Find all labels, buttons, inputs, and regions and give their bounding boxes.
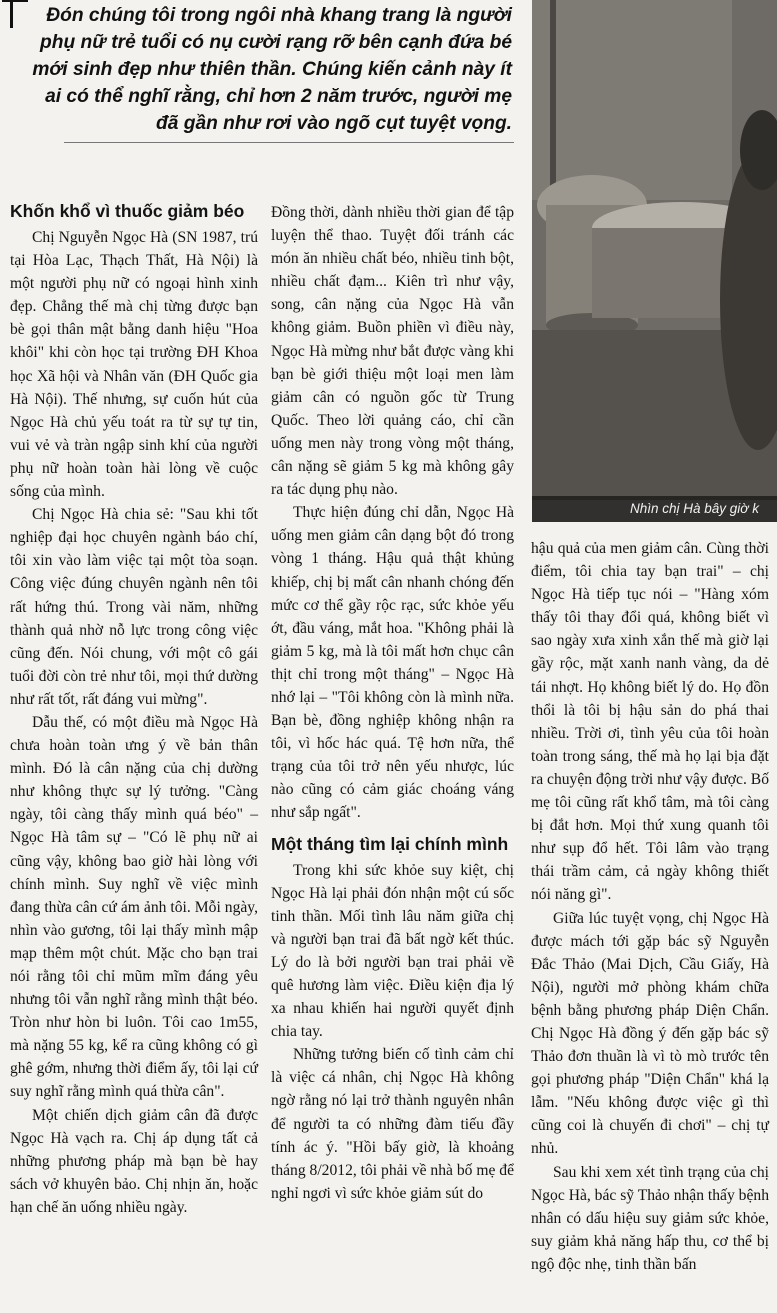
paragraph: Đồng thời, dành nhiều thời gian để tập luyện thể thao. Tuyệt đối tránh các món ăn nhiều chất béo, nhiều tinh bột, nhiều chất đạm... Kiên trì như vậy, song, cân nặng của Ngọc Hà vẫn không giảm. Buồn phiền vì điều này, Ngọc Hà mừng như bắt được vàng khi bạn bè giới thiệu một loại men làm giảm cân có nguồn gốc từ Trung Quốc. Theo lời quảng cáo, chỉ cần uống men này trong vòng một tháng, cân nặng sẽ giảm 5 kg mà không gây ra tác dụng phụ nào.	[271, 204, 514, 499]
paragraph: Những tưởng biến cố tình cảm chỉ là việc cá nhân, chị Ngọc Hà không ngờ rằng nó lại trở thành nguyên nhân để người ta có những đàm tiếu đầy tính ác ý. "Hồi bấy giờ, là khoảng tháng 8/2012, tôi phải về nhà bố mẹ để nghỉ ngơi vì sức khỏe giảm sút do	[271, 1046, 514, 1202]
article-column-3	[531, 537, 769, 1276]
paragraph: Giữa lúc tuyệt vọng, chị Ngọc Hà được mách tới gặp bác sỹ Nguyễn Đắc Thảo (Mai Dịch, Cầu Giấy, Hà Nội), người mở phòng khám chữa bệnh bằng phương pháp Diện Chẩn. Chị Ngọc Hà đồng ý đến gặp bác sỹ Thảo đơn thuần là vì tò mò trước tên gọi phương pháp "Diện Chẩn" khá lạ lẫm. "Nếu không được việc gì thì cũng coi là chuyến đi chơi" – chị tự nhủ.	[531, 909, 769, 1158]
paragraph: Một chiến dịch giảm cân đã được Ngọc Hà vạch ra. Chị áp dụng tất cả những phương pháp mà bạn bè hay sách vở khuyên bảo. Chị nhịn ăn, hoặc hạn chế ăn uống nhiều ngày.	[10, 1106, 258, 1216]
paragraph: Trong khi sức khỏe suy kiệt, chị Ngọc Hà lại phải đón nhận một cú sốc tinh thần. Mối tình lâu năm giữa chị và người bạn trai đã bất ngờ kết thúc. Lý do là bởi người bạn trai phải về quê hương làm việc. Điều kiện địa lý xa nhau khiến hai người quyết định chia tay.	[271, 861, 514, 1041]
article-photo	[532, 0, 777, 522]
section-heading-2: Một tháng tìm lại chính mình	[271, 833, 509, 854]
paragraph: Sau khi xem xét tình trạng của chị Ngọc Hà, bác sỹ Thảo nhận thấy bệnh nhân có dấu hiệu suy giảm sức khỏe, suy giảm khả năng hấp thu, cơ thể bị ngộ độc nhẹ, tinh thần bấn	[531, 1163, 769, 1273]
paragraph: Dẫu thế, có một điều mà Ngọc Hà chưa hoàn toàn ưng ý về bản thân mình. Đó là cân nặng của chị dường như không thực sự lý tưởng. "Càng ngày, tôi càng thấy mình quá béo" – Ngọc Hà tâm sự – "Có lẽ phụ nữ ai cũng vậy, không bao giờ hài lòng với chính mình. Suy nghĩ về việc mình đang thừa cân cứ ám ảnh tôi. Mỗi ngày, nhìn vào gương, tôi lại thấy mình mập mạp thêm một chút. Mặc cho bạn trai nói rằng tôi chỉ mũm mĩm đáng yêu nhưng tôi vẫn nghĩ rằng mình thật béo. Tròn như hòn bi luôn. Tôi cao 1m55, mà nặng 55 kg, kể ra cũng không có gì ghê gớm, nhưng thời điểm ấy, tôi lại cứ suy nghĩ rằng mình quá thừa cân".	[10, 713, 258, 1101]
photo-caption: Nhìn chị Hà bây giờ k	[532, 496, 777, 522]
article-column-2	[271, 201, 514, 1205]
photo-scene	[532, 0, 777, 522]
lead-paragraph: Đón chúng tôi trong ngôi nhà khang trang là người phụ nữ trẻ tuổi có nụ cười rạng rỡ bên cạnh đứa bé mới sinh đẹp như thiên thần. Chúng kiến cảnh này ít ai có thể nghĩ rằng, chỉ hơn 2 năm trước, người mẹ đã gần như rơi vào ngõ cụt tuyệt vọng.	[32, 5, 512, 134]
article-column-1	[10, 200, 258, 1219]
section-heading-1: Khốn khổ vì thuốc giảm béo	[10, 201, 245, 221]
paragraph: Chị Nguyễn Ngọc Hà (SN 1987, trú tại Hòa Lạc, Thạch Thất, Hà Nội) là một người phụ nữ có ngoại hình xinh đẹp. Chẳng thế mà chị từng được bạn bè gọi thân mật bằng danh hiệu "Hoa khôi" khi còn học tại trường ĐH Khoa học Xã hội và Nhân văn (ĐH Quốc gia Hà Nội). Thế nhưng, sự cuốn hút của Ngọc Hà chủ yếu toát ra từ sự tự tin, vui vẻ và tràn ngập sinh khí của người phụ nữ hoàn toàn hài lòng về cuộc sống của mình.	[10, 229, 258, 501]
paragraph: Thực hiện đúng chỉ dẫn, Ngọc Hà uống men giảm cân dạng bột đó trong vòng 1 tháng. Hậu quả thật khủng khiếp, chị bị mất cân nhanh chóng đến mức cơ thể gầy rộc rạc, sức khỏe yếu ớt, đầu váng, mắt hoa. "Không phải là giảm 5 kg, mà là tôi mất hơn chục cân thịt chỉ trong một tháng" – Ngọc Hà nhớ lại – "Tôi không còn là mình nữa. Bạn bè, đồng nghiệp không nhận ra tôi, vì hốc hác quá. Tệ hơn nữa, thể trạng của tôi trở nên yếu nhược, lúc nào cũng có cảm giác choáng váng như sắp ngất".	[271, 504, 514, 822]
lead-bar-mark	[10, 0, 13, 28]
paragraph: hậu quả của men giảm cân. Cùng thời điểm, tôi chia tay bạn trai" – chị Ngọc Hà tiếp tục nói – "Hàng xóm thấy tôi thay đổi quá, không biết vì sao ngày xưa xinh xắn thế mà giờ lại gầy rộc, mặt xanh nanh vàng, da dẻ tái nhợt. Họ không biết lý do. Họ đồn thổi là tôi bị hậu sản do phá thai nhiều. Trời ơi, tình yêu của tôi hoàn toàn trong sáng, thế mà họ lại bịa đặt ra chuyện động trời như vậy được. Bố mẹ tôi cũng rất khổ tâm, mà tôi càng bị đắt hơn. Mọi thứ xung quanh tôi như sụp đổ hết. Tôi lâm vào trạng thái trầm cảm, cả ngày không thiết nói năng gì".	[531, 540, 769, 904]
lead-divider	[64, 142, 514, 143]
paragraph: Chị Ngọc Hà chia sẻ: "Sau khi tốt nghiệp đại học chuyên ngành báo chí, tôi xin vào làm việc tại một tòa soạn. Công việc đúng chuyên ngành nên tôi rất hứng thú. Trong vài năm, những thành quả nhờ nỗ lực trong công việc cũng đến. Nói chung, với một cô gái tuổi đời còn trẻ như tôi, mọi thứ dường như rất tốt, rất đáng vui mừng".	[10, 506, 258, 708]
